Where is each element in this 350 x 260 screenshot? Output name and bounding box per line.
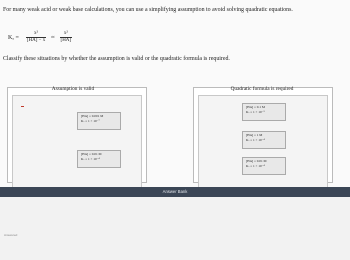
answered-status: Answered — [4, 233, 18, 237]
card-ka-label: Kₐ = 1 × 10⁻³ — [246, 110, 265, 114]
card-ha-0.1-ka-1e-3[interactable] — [242, 103, 286, 121]
classify-instruction: Classify these situations by whether the assumption is valid or the quadratic formula is required. — [3, 56, 230, 62]
card-ha-label: [HA] = 1 M — [246, 133, 263, 137]
card-ka-label: Kₐ = 1 × 10⁻⁴ — [246, 138, 265, 142]
ka-label: Kₐ = — [8, 34, 19, 41]
exact-fraction — [26, 31, 46, 44]
intro-text: For many weak acid or weak base calculations, you can use a simplifying assumption to avoid solving quadratic equations. — [3, 7, 293, 13]
card-ha-1-ka-1e-4[interactable] — [242, 131, 286, 149]
exact-numerator: x² — [34, 31, 39, 36]
assumption-valid-title: Assumption is valid — [51, 86, 95, 92]
approx-fraction — [60, 31, 73, 44]
card-ha-label: [HA] = 0.01 M — [246, 159, 267, 163]
assumption-valid-dropzone[interactable] — [12, 95, 142, 189]
card-ha-label: [HA] = 0.01 M — [81, 152, 102, 156]
answer-bank-header: Answer Bank — [0, 187, 350, 197]
exact-denominator: [HA] − x — [26, 38, 46, 43]
card-ka-label: Kₐ = 1 × 10⁻⁷ — [81, 119, 100, 123]
approx-denominator: [HA] — [60, 38, 72, 43]
card-ka-label: Kₐ = 1 × 10⁻⁴ — [246, 164, 265, 168]
approximation-formula — [8, 31, 75, 44]
approx-numerator: x² — [63, 31, 68, 36]
card-ha-label: [HA] = 0.1 M — [246, 105, 265, 109]
card-ha-0.01-ka-1e-4[interactable] — [77, 150, 121, 168]
card-ka-label: Kₐ = 1 × 10⁻⁴ — [81, 157, 100, 161]
card-ha-0.01-ka-1e-4-b[interactable] — [242, 157, 286, 175]
approx-sign: ≈ — [51, 34, 55, 41]
marker-line — [21, 106, 24, 107]
answer-bank-area[interactable] — [0, 197, 350, 260]
card-ha-label: [HA] = 0.001 M — [81, 114, 104, 118]
card-ha-0.001-ka-1e-7[interactable] — [77, 112, 121, 130]
quadratic-required-title: Quadratic formula is required — [230, 86, 294, 92]
